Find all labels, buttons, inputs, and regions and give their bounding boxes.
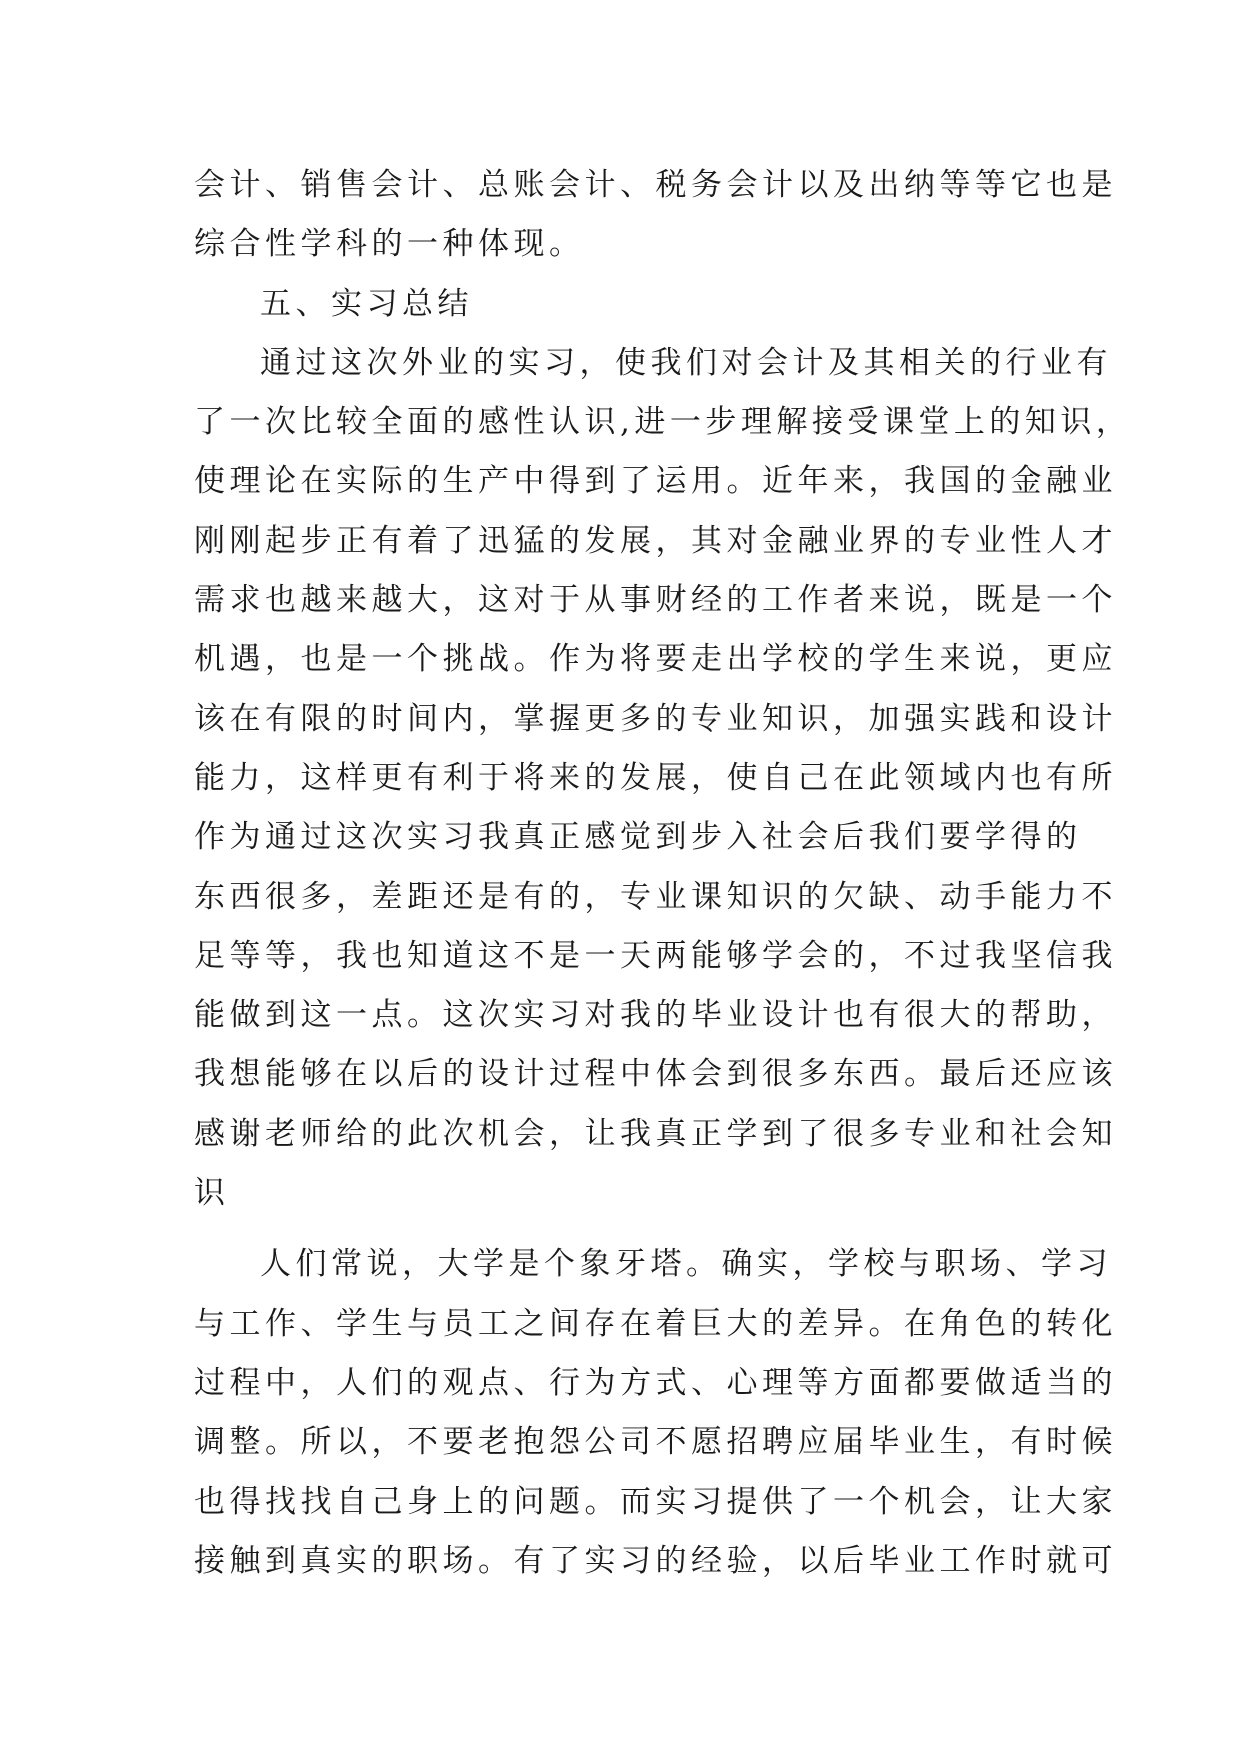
text-line: 也得找找自己身上的问题。而实习提供了一个机会，让大家 — [194, 1483, 1117, 1520]
text-line: 机遇，也是一个挑战。作为将要走出学校的学生来说，更应 — [194, 641, 1117, 678]
paragraph-ivory-tower — [194, 1235, 1117, 1591]
text-line: 能力，这样更有利于将来的发展，使自己在此领域内也有所 — [194, 759, 1117, 796]
text-line: 综合性学科的一种体现。 — [194, 226, 585, 263]
text-line: 会计、销售会计、总账会计、税务会计以及出纳等等它也是 — [194, 167, 1117, 203]
paragraph-gap — [194, 1223, 1054, 1235]
text-line: 需求也越来越大，这对于从事财经的工作者来说，既是一个 — [194, 582, 1117, 619]
text-line: 该在有限的时间内，掌握更多的专业知识，加强实践和设计 — [194, 700, 1117, 737]
text-line: 感谢老师给的此次机会，让我真正学到了很多专业和社会知 — [194, 1115, 1117, 1152]
text-line: 我想能够在以后的设计过程中体会到很多东西。最后还应该 — [194, 1056, 1117, 1093]
text-line: 过程中，人们的观点、行为方式、心理等方面都要做适当的 — [194, 1364, 1117, 1401]
document-body — [194, 156, 1132, 1591]
text-line: 能做到这一点。这次实习对我的毕业设计也有很大的帮助， — [194, 997, 1117, 1034]
paragraph-internship-summary — [194, 334, 1132, 1223]
section-heading: 五、实习总结 — [260, 285, 473, 322]
text-line: 人们常说，大学是个象牙塔。确实，学校与职场、学习 — [260, 1246, 1112, 1283]
text-line: 接触到真实的职场。有了实习的经验，以后毕业工作时就可 — [194, 1542, 1117, 1579]
text-line: 使理论在实际的生产中得到了运用。近年来，我国的金融业 — [194, 463, 1117, 500]
text-line: 刚刚起步正有着了迅猛的发展，其对金融业界的专业性人才 — [194, 522, 1117, 559]
text-line: 调整。所以，不要老抱怨公司不愿招聘应届毕业生，有时候 — [194, 1424, 1117, 1461]
text-line: 识 — [194, 1175, 230, 1212]
text-line: 与工作、学生与员工之间存在着巨大的差异。在角色的转化 — [194, 1305, 1117, 1342]
text-line: 东西很多，差距还是有的，专业课知识的欠缺、动手能力不 — [194, 878, 1117, 915]
text-line: 作为通过这次实习我真正感觉到步入社会后我们要学得的 — [194, 819, 1082, 856]
text-line: 通过这次外业的实习，使我们对会计及其相关的行业有 — [260, 344, 1112, 381]
text-line: 了一次比较全面的感性认识,进一步理解接受课堂上的知识， — [194, 404, 1132, 441]
text-line: 足等等，我也知道这不是一天两能够学会的，不过我坚信我 — [194, 937, 1117, 974]
